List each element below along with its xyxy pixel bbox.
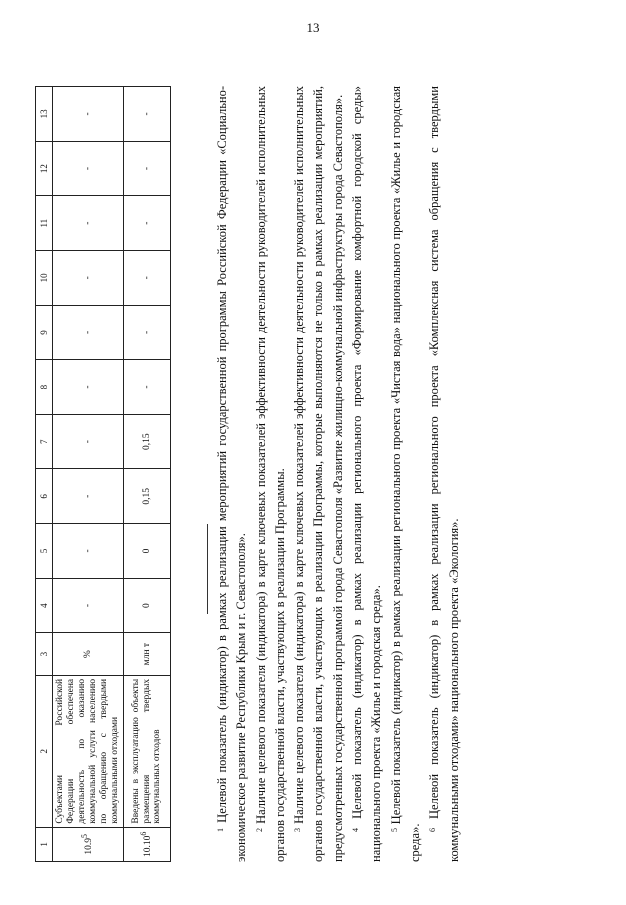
header-cell: 2 [36, 675, 53, 827]
row-number: 10.9$^5$ [53, 827, 124, 861]
value-cell: - [53, 87, 124, 142]
value-cell: 0,15 [124, 414, 171, 469]
value-cell: 0,15 [124, 469, 171, 524]
header-cell: 8 [36, 360, 53, 415]
footnote-mark: 2 [254, 828, 264, 832]
indicator-table [35, 86, 171, 862]
header-cell: 4 [36, 578, 53, 633]
value-cell: - [53, 469, 124, 524]
table-row [53, 87, 124, 862]
header-cell: 10 [36, 251, 53, 306]
value-cell: 0 [124, 578, 171, 633]
footnote: $^1$ Целевой показатель (индикатор) в рамках реализации мероприятий государственной программы Российской Федерации «Социально-экономическое развитие Республики Крым и г. Севастополя». [215, 86, 249, 862]
header-cell: 13 [36, 87, 53, 142]
footnote-mark: 3 [293, 828, 303, 832]
value-cell: - [124, 360, 171, 415]
indicator-name: Субъектами Российской Федерации обеспечена деятельность по оказанию коммунальной услуги населению по обращению с твердыми коммунальными отходами [53, 675, 124, 827]
footnotes [213, 86, 464, 862]
value-cell: - [53, 251, 124, 306]
value-cell: - [53, 524, 124, 579]
value-cell: - [53, 578, 124, 633]
footnote: $^5$ Целевой показатель (индикатор) в рамках реализации регионального проекта «Чистая вода» национального проекта «Жилье и городская среда». [388, 85, 422, 862]
value-cell: - [124, 305, 171, 360]
value-cell: - [124, 87, 171, 142]
unit-cell: млн т [124, 633, 171, 675]
header-cell: 7 [36, 414, 53, 469]
header-cell: 12 [36, 141, 53, 196]
indicator-name: Введены в эксплуатацию объекты размещения твердых коммунальных отходов [124, 675, 171, 827]
footnote-mark: 6 [428, 828, 438, 832]
page-number: 13 [306, 20, 320, 35]
footnote-mark: 4 [351, 828, 361, 832]
value-cell: - [53, 141, 124, 196]
table-header-row [36, 87, 53, 862]
value-cell: - [124, 141, 171, 196]
footnote-mark: 5 [389, 828, 399, 832]
value-cell: - [53, 305, 124, 360]
value-cell: - [124, 196, 171, 251]
rotated-content [35, 62, 575, 862]
header-cell: 3 [36, 633, 53, 675]
footnote: $^6$ Целевой показатель (индикатор) в рамках реализации регионального проекта «Комплексная система обращения с твердыми коммунальными отходами» национального проекта «Экология». [427, 86, 461, 862]
value-cell: - [53, 196, 124, 251]
value-cell: - [124, 251, 171, 306]
header-cell: 11 [36, 196, 53, 251]
row-number: 10.10$^6$ [124, 827, 171, 861]
footnote-mark: 1 [216, 828, 225, 832]
header-cell: 9 [36, 305, 53, 360]
unit-cell: % [53, 633, 124, 675]
header-cell: 1 [36, 827, 53, 861]
footnote: $^3$ Наличие целевого показателя (индикатора) в карте ключевых показателей эффективности деятельности руководителей исполнительных органов государственной власти, участвующих в реализации Программы, которые выполняются не только в рамках реализации мероприятий, предусмотренных государственной программой города Севастополя «Развитие жилищно-коммунальной инфраструктуры города Севастополя». [292, 86, 345, 862]
footnote: $^2$ Наличие целевого показателя (индикатора) в карте ключевых показателей эффективности деятельности руководителей исполнительных органов государственной власти, участвующих в реализации Программы. [253, 86, 287, 862]
value-cell: - [53, 414, 124, 469]
table-row [124, 87, 171, 862]
header-cell: 5 [36, 524, 53, 579]
header-cell: 6 [36, 469, 53, 524]
footnote: $^4$ Целевой показатель (индикатор) в рамках реализации регионального проекта «Формирование комфортной городской среды» национального проекта «Жилье и городская среда». [350, 86, 384, 862]
footnote-mark: 6 [139, 831, 149, 836]
footnote-mark: 5 [80, 834, 90, 838]
value-cell: - [53, 360, 124, 415]
value-cell: 0 [124, 524, 171, 579]
footnote-separator [207, 524, 208, 614]
